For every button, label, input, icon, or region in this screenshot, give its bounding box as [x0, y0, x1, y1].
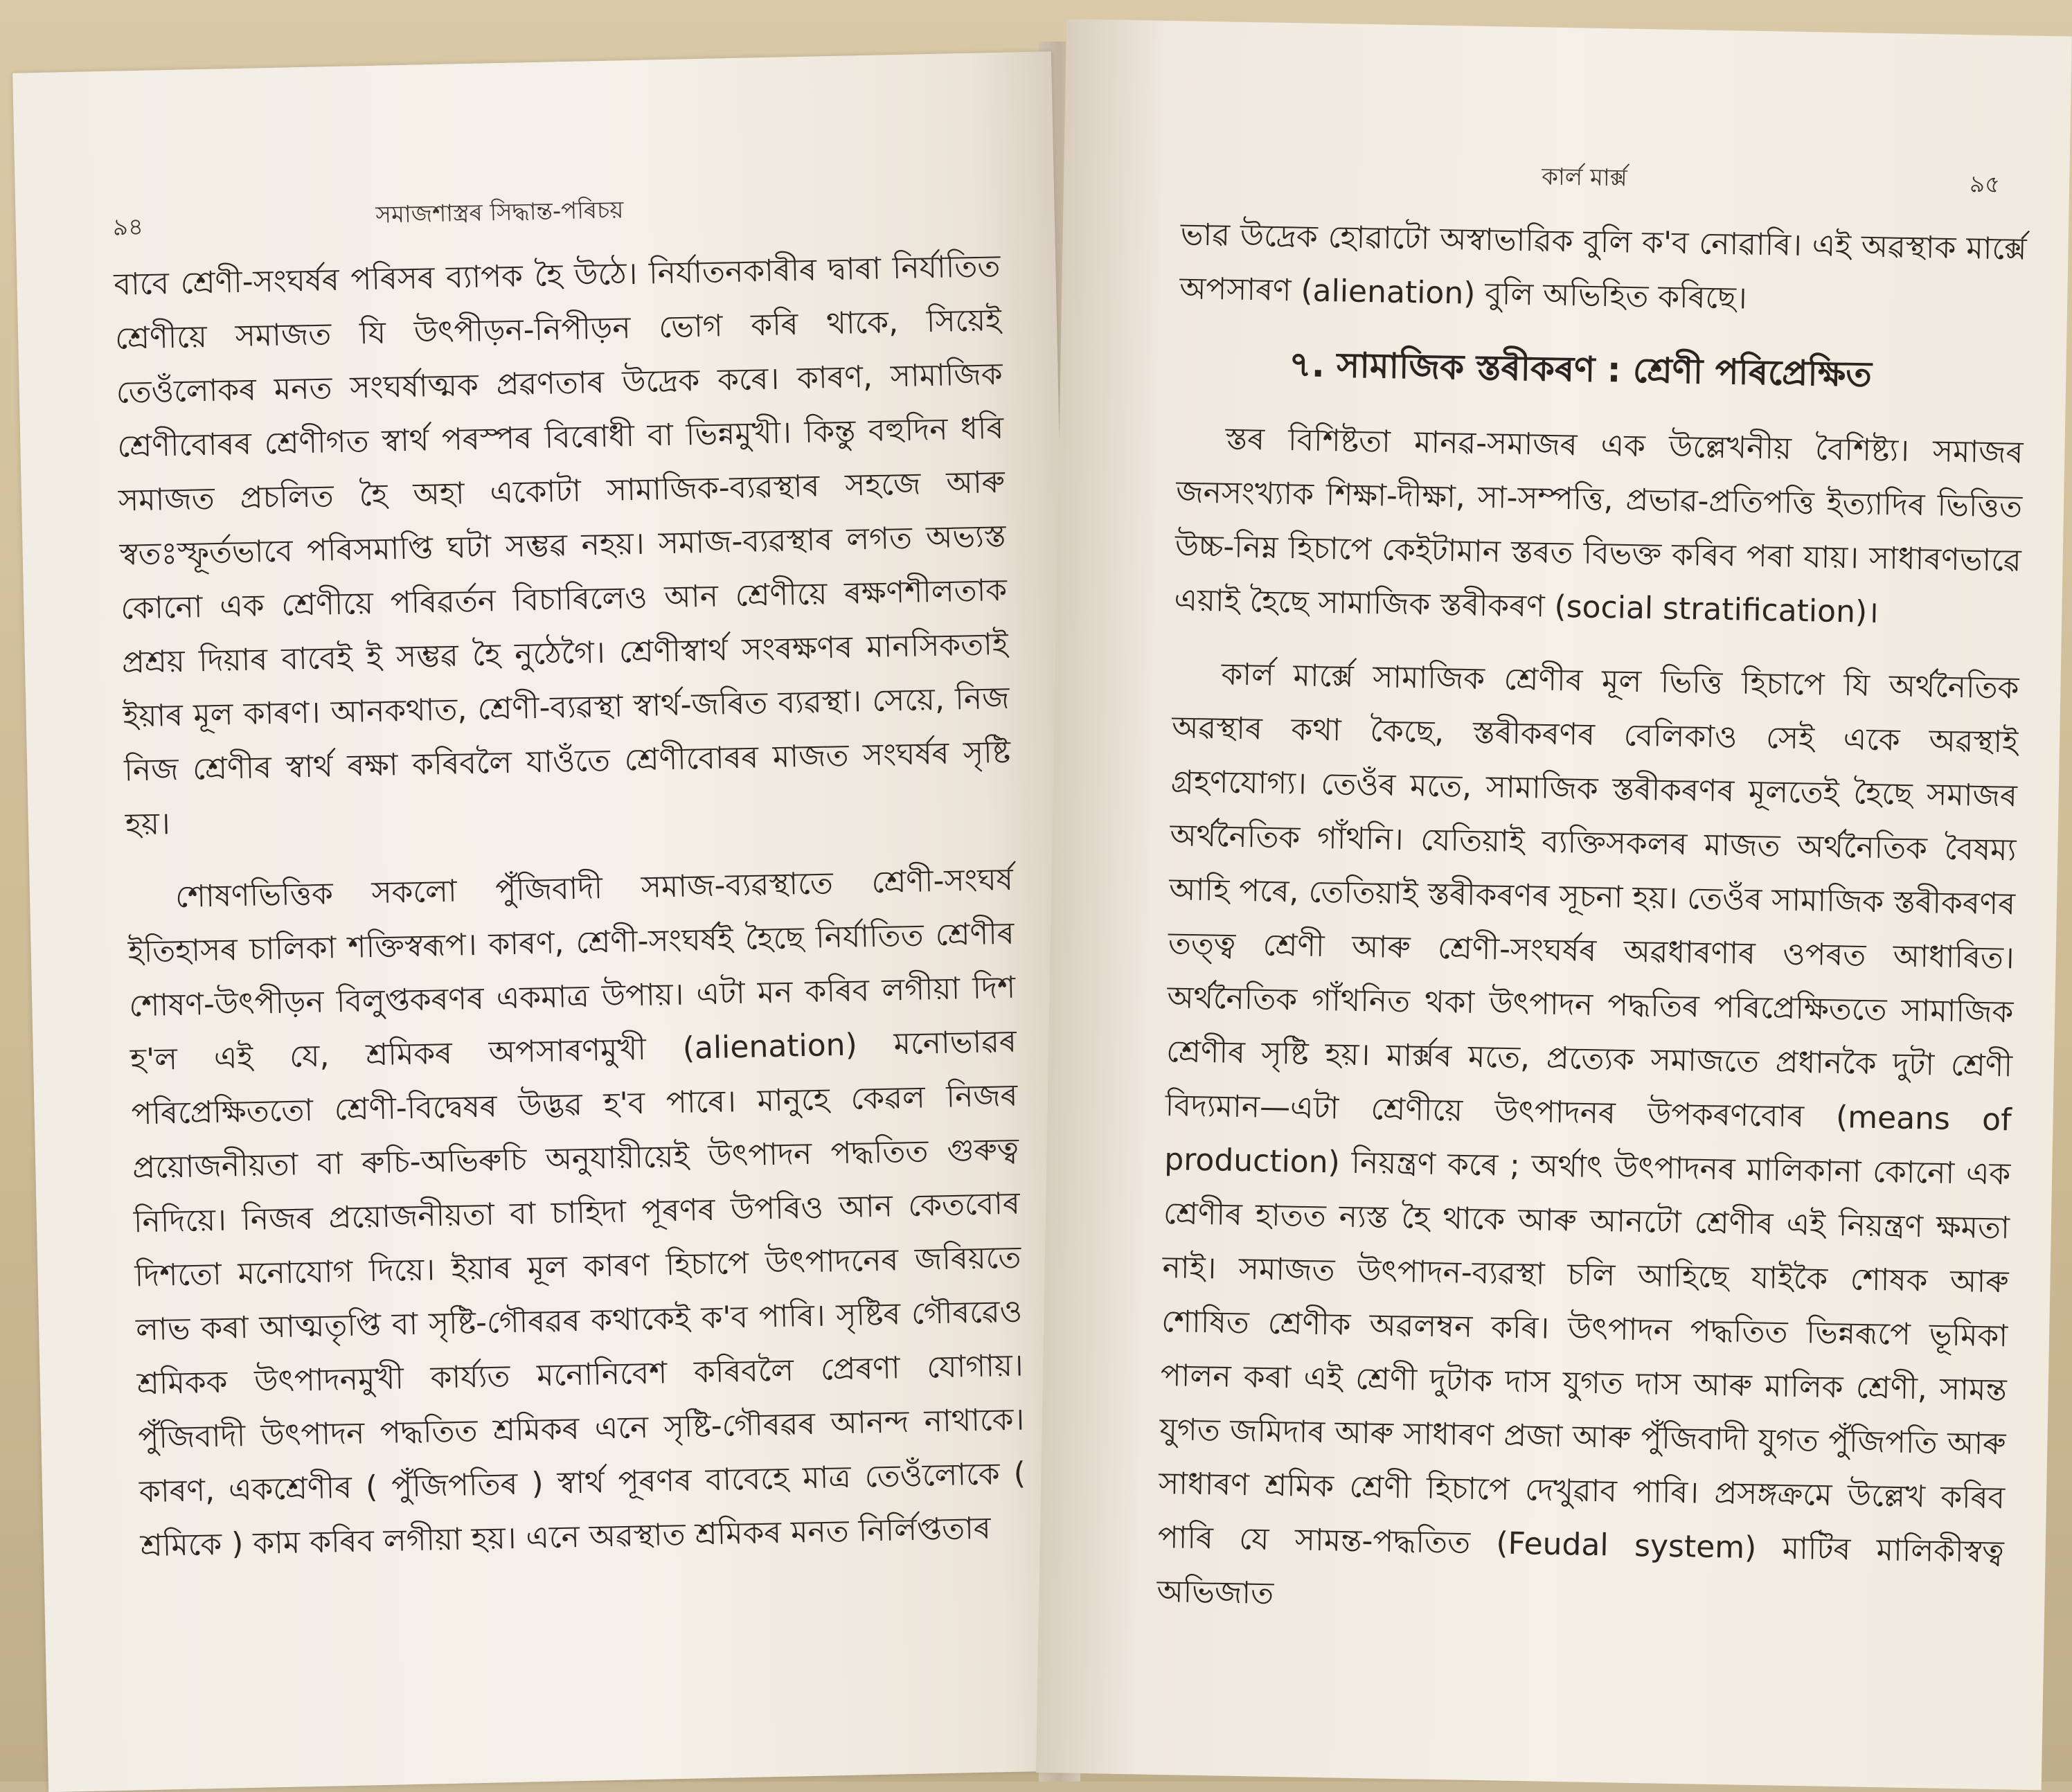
section-heading: ৭. সামাজিক স্তৰীকৰণ : শ্ৰেণী পৰিপ্ৰেক্ষিত [1288, 344, 1873, 395]
right-head-title: কাৰ্ল মাৰ্ক্স [1541, 163, 1628, 192]
left-page [12, 51, 1087, 1792]
left-page-number: ৯৪ [112, 213, 144, 242]
right-page [1036, 19, 2072, 1790]
right-paragraph-2: কাৰ্ল মাৰ্ক্সে সামাজিক শ্ৰেণীৰ মূল ভিত্তি হিচাপে যি অৰ্থনৈতিক অৱস্থাৰ কথা কৈছে, স্তৰীকৰণৰ বেলিকাও সেই একে অৱস্থাই গ্ৰহণযোগ্য। তেওঁৰ মতে, সামাজিক স্তৰীকৰণৰ মূলতেই হৈছে সমাজৰ অৰ্থনৈতিক গাঁথনি। যেতিয়াই ব্যক্তিসকলৰ মাজত অৰ্থনৈতিক বৈষম্য আহি পৰে, তেতিয়াই স্তৰীকৰণৰ সূচনা হয়। তেওঁৰ সামাজিক স্তৰীকৰণৰ তত্ত্ব শ্ৰেণী আৰু শ্ৰেণী-সংঘৰ্ষৰ অৱধাৰণাৰ ওপৰত আধাৰিত। অৰ্থনৈতিক গাঁথনিত থকা উৎপাদন পদ্ধতিৰ পৰিপ্ৰেক্ষিততে সামাজিক শ্ৰেণীৰ সৃষ্টি হয়। মাৰ্ক্সৰ মতে, প্ৰত্যেক সমাজতে প্ৰধানকৈ দুটা শ্ৰেণী বিদ্যমান—এটা শ্ৰেণীয়ে উৎপাদনৰ উপকৰণবোৰ (means of production) নিয়ন্ত্ৰণ কৰে ; অৰ্থাৎ উৎপাদনৰ মালিকানা কোনো এক শ্ৰেণীৰ হাতত ন্যস্ত হৈ থাকে আৰু আনটো শ্ৰেণীৰ এই নিয়ন্ত্ৰণ ক্ষমতা নাই। সমাজত উৎপাদন-ব্যৱস্থা চলি আহিছে যাইকৈ শোষক আৰু শোষিত শ্ৰেণীক অৱলম্বন কৰি। উৎপাদন পদ্ধতিত ভিন্নৰূপে ভূমিকা পালন কৰা এই শ্ৰেণী দুটাক দাস যুগত দাস আৰু মালিক শ্ৰেণী, সামন্ত যুগত জমিদাৰ আৰু সাধাৰণ প্ৰজা আৰু পুঁজিবাদী যুগত পুঁজিপতি আৰু সাধাৰণ শ্ৰমিক শ্ৰেণী হিচাপে দেখুৱাব পাৰি। প্ৰসঙ্গক্ৰমে উল্লেখ কৰিব পাৰি যে সামন্ত-পদ্ধতিত (Feudal system) মাটিৰ মালিকীস্বত্ব অভিজাত [1156, 656, 2019, 1611]
left-head-title: সমাজশাস্ত্ৰৰ সিদ্ধান্ত-পৰিচয় [375, 196, 624, 229]
right-page-number: ৯৫ [1969, 170, 2001, 199]
right-opening-paragraph: ভাৱ উদ্ৰেক হোৱাটো অস্বাভাৱিক বুলি ক'ব নোৱাৰি। এই অৱস্থাক মাৰ্ক্সে অপসাৰণ (alienation) বুলি অভিহিত কৰিছে। [1179, 217, 2027, 316]
left-paragraph-1: বাবে শ্ৰেণী-সংঘৰ্ষৰ পৰিসৰ ব্যাপক হৈ উঠে। নিৰ্যাতনকাৰীৰ দ্বাৰা নিৰ্যাতিত শ্ৰেণীয়ে সমাজত যি উৎপীড়ন-নিপীড়ন ভোগ কৰি থাকে, সিয়েই তেওঁলোকৰ মনত সংঘৰ্ষাত্মক প্ৰৱণতাৰ উদ্ৰেক কৰে। কাৰণ, সামাজিক শ্ৰেণীবোৰৰ শ্ৰেণীগত স্বাৰ্থ পৰস্পৰ বিৰোধী বা ভিন্নমুখী। কিন্তু বহুদিন ধৰি সমাজত প্ৰচলিত হৈ অহা একোটা সামাজিক-ব্যৱস্থাৰ সহজে আৰু স্বতঃস্ফূৰ্তভাবে পৰিসমাপ্তি ঘটা সম্ভৱ নহয়। সমাজ-ব্যৱস্থাৰ লগত অভ্যস্ত কোনো এক শ্ৰেণীয়ে পৰিৱৰ্তন বিচাৰিলেও আন শ্ৰেণীয়ে ৰক্ষণশীলতাক প্ৰশ্ৰয় দিয়াৰ বাবেই ই সম্ভৱ হৈ নুঠেগৈ। শ্ৰেণীস্বাৰ্থ সংৰক্ষণৰ মানসিকতাই ইয়াৰ মূল কাৰণ। আনকথাত, শ্ৰেণী-ব্যৱস্থা স্বাৰ্থ-জৰিত ব্যৱস্থা। সেয়ে, নিজ নিজ শ্ৰেণীৰ স্বাৰ্থ ৰক্ষা কৰিবলৈ যাওঁতে শ্ৰেণীবোৰৰ মাজত সংঘৰ্ষৰ সৃষ্টি হয়। [114, 248, 1011, 843]
left-paragraph-2: শোষণভিত্তিক সকলো পুঁজিবাদী সমাজ-ব্যৱস্থাতে শ্ৰেণী-সংঘৰ্ষ ইতিহাসৰ চালিকা শক্তিস্বৰূপ। কাৰণ, শ্ৰেণী-সংঘৰ্ষই হৈছে নিৰ্যাতিত শ্ৰেণীৰ শোষণ-উৎপীড়ন বিলুপ্তকৰণৰ একমাত্ৰ উপায়। এটা মন কৰিব লগীয়া দিশ হ'ল এই যে, শ্ৰমিকৰ অপসাৰণমুখী (alienation) মনোভাৱৰ পৰিপ্ৰেক্ষিততো শ্ৰেণী-বিদ্বেষৰ উদ্ভৱ হ'ব পাৰে। মানুহে কেৱল নিজৰ প্ৰয়োজনীয়তা বা ৰুচি-অভিৰুচি অনুযায়ীয়েই উৎপাদন পদ্ধতিত গুৰুত্ব নিদিয়ে। নিজৰ প্ৰয়োজনীয়তা বা চাহিদা পূৰণৰ উপৰিও আন কেতবোৰ দিশতো মনোযোগ দিয়ে। ইয়াৰ মূল কাৰণ হিচাপে উৎপাদনেৰ জৰিয়তে লাভ কৰা আত্মতৃপ্তি বা সৃষ্টি-গৌৰৱৰ কথাকেই ক'ব পাৰি। সৃষ্টিৰ গৌৰৱেও শ্ৰমিকক উৎপাদনমুখী কাৰ্য্যত মনোনিবেশ কৰিবলৈ প্ৰেৰণা যোগায়। পুঁজিবাদী উৎপাদন পদ্ধতিত শ্ৰমিকৰ এনে সৃষ্টি-গৌৰৱৰ আনন্দ নাথাকে। কাৰণ, একশ্ৰেণীৰ ( পুঁজিপতিৰ ) স্বাৰ্থ পূৰণৰ বাবেহে মাত্ৰ তেওঁলোকে ( শ্ৰমিকে ) কাম কৰিব লগীয়া হয়। এনে অৱস্থাত শ্ৰমিকৰ মনত নিৰ্লিপ্ততাৰ [127, 861, 1026, 1564]
right-paragraph-1: স্তৰ বিশিষ্টতা মানৱ-সমাজৰ এক উল্লেখনীয় বৈশিষ্ট্য। সমাজৰ জনসংখ্যাক শিক্ষা-দীক্ষা, সা-সম্পত্তি, প্ৰভাৱ-প্ৰতিপত্তি ইত্যাদিৰ ভিত্তিত উচ্চ-নিম্ন হিচাপে কেইটামান স্তৰত বিভক্ত কৰিব পৰা যায়। সাধাৰণভাৱে এয়াই হৈছে সামাজিক স্তৰীকৰণ (social stratification)। [1174, 421, 2024, 630]
